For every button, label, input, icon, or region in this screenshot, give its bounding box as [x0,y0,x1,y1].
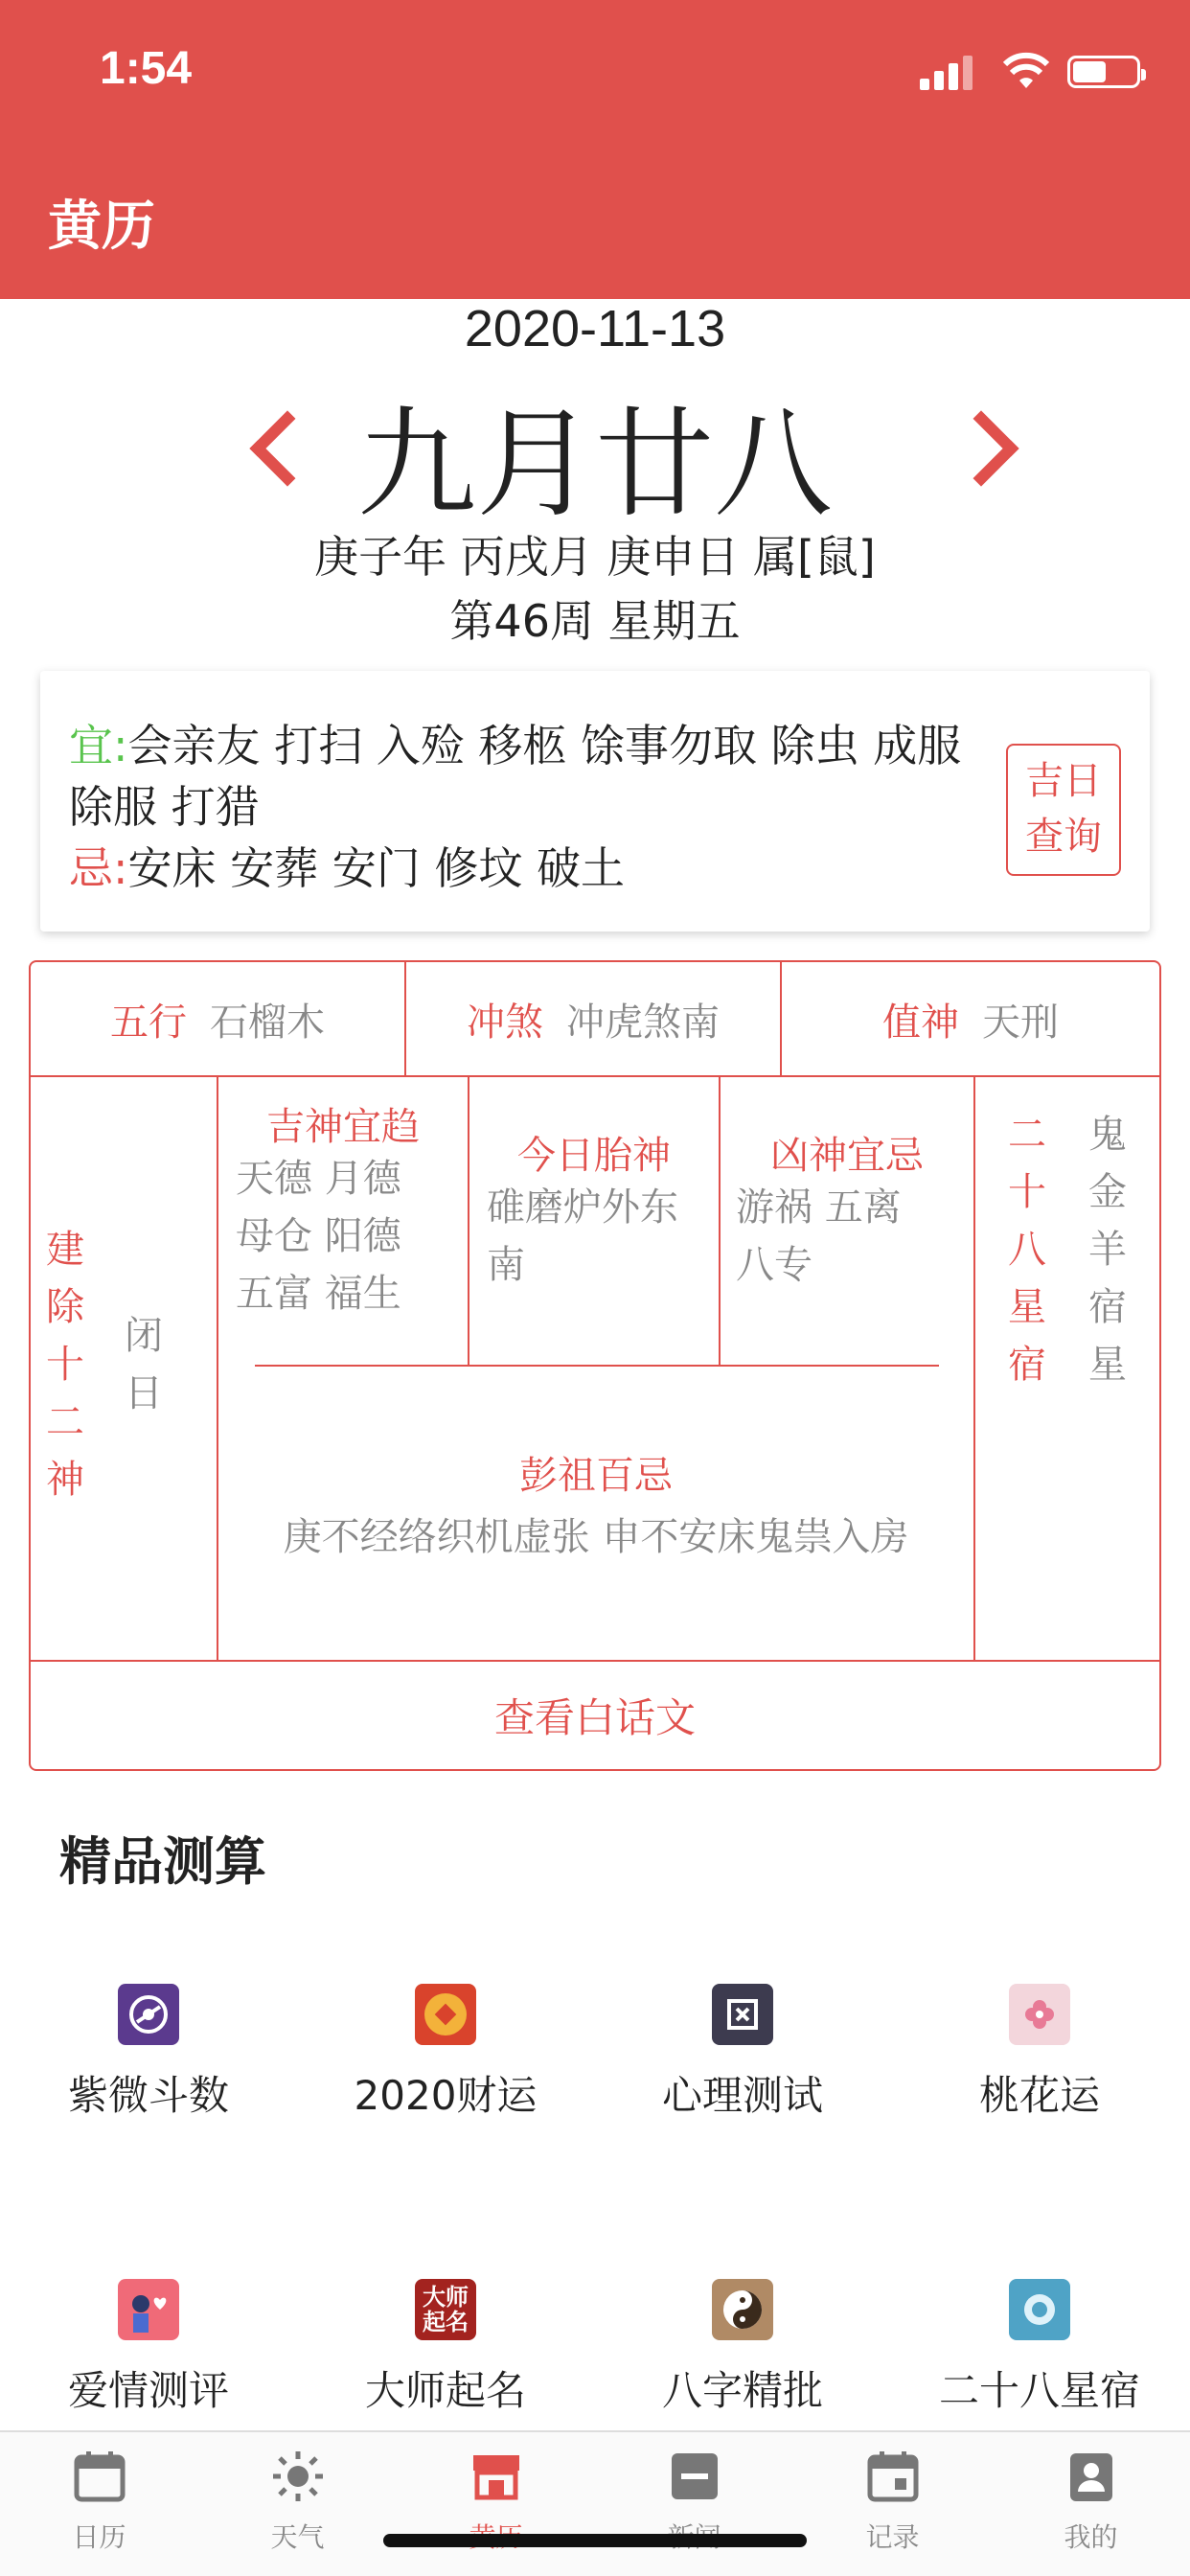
view-plain-text-link[interactable]: 查看白话文 [493,1694,696,1741]
tab-label: 天气 [270,2521,325,2553]
wuxing-label: 五行 [110,1000,187,1045]
home-indicator[interactable] [383,2534,807,2547]
yiji-text [69,715,989,899]
yiji-card [40,671,1150,932]
zhishen-cell [782,962,1159,1075]
peach-blossom-icon [1009,1984,1070,2045]
naming-icon [415,2279,476,2340]
taishen-list [487,1179,709,1294]
page-title: 黄历 [48,196,155,258]
news-icon [666,2448,723,2505]
feature-label: 大师起名 [364,2367,526,2414]
taishen-line: 南 [487,1243,525,1287]
feature-label: 紫微斗数 [67,2072,229,2119]
feature-naming[interactable] [297,2279,594,2417]
tab-label: 记录 [865,2521,920,2553]
constellation-icon [1009,2279,1070,2340]
yi-row [69,715,989,838]
tab-label: 我的 [1064,2521,1118,2553]
wuxing-value: 石榴木 [210,1000,325,1045]
tab-profile[interactable] [992,2448,1190,2555]
tab-bar [0,2430,1190,2576]
jishen-list [236,1150,466,1322]
zhishen-value: 天刑 [982,1000,1059,1045]
xiongshen-line: 八专 [736,1243,812,1287]
xiongshen-title: 凶神宜忌 [770,1134,924,1178]
calendar-icon [71,2448,128,2505]
pengzu-value: 庚不经络织机虚张 申不安床鬼祟入房 [283,1515,909,1559]
signal-icon [920,52,977,90]
zhishen-label: 值神 [882,1000,959,1045]
taishen-title: 今日胎神 [517,1134,671,1178]
app-header [0,0,1190,299]
pengzu-title: 彭祖百忌 [519,1454,673,1498]
jishen-line: 五富 福生 [236,1272,401,1316]
ganzhi-date: 庚子年 丙戌月 庚申日 属[鼠] [314,531,876,583]
feature-label: 心理测试 [661,2072,823,2119]
tab-label: 日历 [72,2521,126,2553]
feature-xingxiu[interactable] [891,2279,1188,2417]
tab-weather[interactable] [198,2448,397,2555]
chongsha-value: 冲虎煞南 [566,1000,720,1045]
jishen-line: 母仓 阳德 [236,1214,401,1258]
psych-test-icon [712,1984,773,2045]
status-time: 1:54 [100,43,193,94]
yi-label: 宜: [69,720,128,771]
feature-label: 八字精批 [661,2367,823,2414]
feature-label: 二十八星宿 [938,2367,1140,2414]
ji-label: 忌: [69,842,128,894]
jianchu-value: 闭日 [125,1314,163,1415]
feature-psych[interactable] [594,1984,891,2122]
feature-peach[interactable] [891,1984,1188,2122]
feature-ziwei[interactable] [0,1984,297,2122]
feature-label: 2020财运 [354,2072,538,2119]
jishen-title: 吉神宜趋 [266,1105,420,1149]
almanac-grid [29,960,1161,1771]
record-calendar-icon [864,2448,922,2505]
week-info: 第46周 星期五 [449,595,741,647]
naming-icon-text: 大师起名 [423,2284,469,2335]
gregorian-date: 2020-11-13 [464,300,726,357]
feature-bazi[interactable] [594,2279,891,2417]
xiongshen-list [736,1179,966,1294]
yi-items: 会亲友 打扫 入殓 移柩 馀事勿取 除虫 成服 除服 打猎 [69,720,962,833]
jiri-button-line1: 吉日 [1025,759,1102,803]
taishen-line: 碓磨炉外东 [487,1185,678,1230]
xingxiu-value: 鬼金羊宿星 [1088,1113,1127,1387]
love-icon [118,2279,179,2340]
wuxing-cell [31,962,404,1075]
almanac-store-icon [468,2448,525,2505]
taiji-icon [712,2279,773,2340]
lunar-date: 九月廿八 [356,396,833,534]
ji-items: 安床 安葬 安门 修坟 破土 [127,842,625,894]
wifi-icon [1002,52,1050,90]
jishen-line: 天德 月德 [236,1157,401,1201]
jiri-button-line2: 查询 [1025,815,1102,859]
chongsha-label: 冲煞 [467,1000,543,1045]
jianchu-label: 建除十二神 [46,1228,84,1502]
feature-label: 爱情测评 [67,2367,229,2414]
battery-icon [1067,56,1140,88]
profile-icon [1063,2448,1120,2505]
status-icons [920,52,1140,90]
sun-icon [269,2448,327,2505]
xingxiu-label: 二十八星宿 [1008,1113,1046,1387]
xiongshen-line: 游祸 五离 [736,1185,902,1230]
ji-row [69,838,989,899]
feature-label: 桃花运 [978,2072,1100,2119]
tab-record[interactable] [793,2448,992,2555]
wealth-coin-icon [415,1984,476,2045]
featured-title: 精品测算 [59,1831,266,1892]
ziwei-icon [118,1984,179,2045]
feature-love[interactable] [0,2279,297,2417]
feature-wealth[interactable] [297,1984,594,2122]
auspicious-day-search-button[interactable] [1006,744,1121,876]
tab-calendar[interactable] [0,2448,198,2555]
chongsha-cell [406,962,780,1075]
